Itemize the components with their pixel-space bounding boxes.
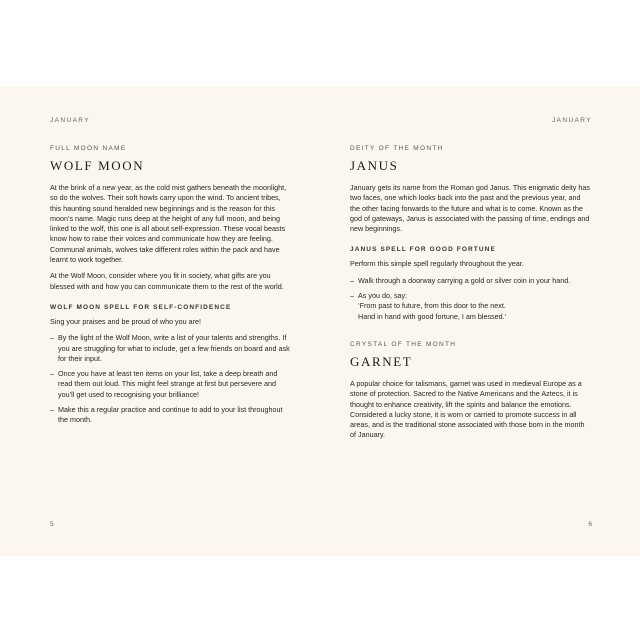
step-text: Once you have at least ten items on your list, take a deep breath and read them out loud. This might feel strange at first but persevere and you’ll get used to recognising your brilliance! [58,369,278,399]
list-item [350,276,592,286]
paragraph: At the Wolf Moon, consider where you fit in society, what gifts are you blessed with and how you can communicate them to the rest of the world. [50,271,284,291]
incantation-line: ‘From past to future, from this door to the next. [358,301,506,311]
step-text: By the light of the Wolf Moon, write a list of your talents and strengths. If you are struggling for what to include, get a few friends on board and ask for their input. [58,333,290,363]
left-page-content [50,145,293,431]
step-text: Walk through a doorway carrying a gold or silver coin in your hand. [358,275,571,285]
paragraph: A popular choice for talismans, garnet was used in medieval Europe as a stone of protection. Sacred to the Native Americans and the Aztecs, it is thought to enhance creativity, lift the spirits and balance the emotions. Considered a lucky stone, it is worn or carried to promote success in all areas, and is the traditional stone associated with those born in the month of January. [350,378,585,440]
section-kicker: DEITY OF THE MONTH [350,145,444,152]
bullet-glyph: – [50,333,54,343]
right-page [320,86,640,556]
step-text: Make this a regular practice and continue to add to your list throughout the month. [58,405,283,425]
page-number: 5 [50,521,54,528]
page-number: 6 [588,521,592,528]
crystal-title: GARNET [350,353,413,369]
incantation-line: Hand in hand with good fortune, I am blessed.’ [358,311,507,321]
book-spread [0,86,640,556]
section-kicker: CRYSTAL OF THE MONTH [350,340,457,348]
paragraph: January gets its name from the Roman god Janus. This enigmatic deity has two faces, one which looks back into the past and the previous year, and the other facing forwards to the future and what is to come. Known as the god of gateways, Janus is associated with the passing of time, endings and new beginnings. [350,183,590,234]
section-kicker: FULL MOON NAME [50,145,127,152]
bullet-glyph: – [350,291,354,301]
moon-title: WOLF MOON [50,158,145,173]
bullet-glyph: – [50,405,54,415]
running-head: JANUARY [551,117,592,124]
section-gap [350,327,592,341]
list-item [50,333,293,364]
list-item [50,369,293,400]
deity-title: JANUS [350,158,399,173]
bullet-glyph: – [50,369,54,379]
left-page [0,86,320,556]
step-text: As you do, say: [358,291,408,301]
spell-heading: WOLF MOON SPELL FOR SELF-CONFIDENCE [50,303,232,311]
spell-intro: Sing your praises and be proud of who you are! [50,316,202,326]
spell-intro: Perform this simple spell regularly throughout the year. [350,259,524,269]
bullet-glyph: – [350,275,354,285]
running-head: JANUARY [50,117,91,124]
spell-steps [50,333,293,425]
paragraph: At the brink of a new year, as the cold mist gathers beneath the moonlight, so do the wolves. Their soft howls carry upon the wind. To ancient tribes, this haunting sound heralded new beginnings and is the reason for this moon’s name. Magic runs deep at the height of any full moon, and being linked to the wolf, this one is all about self-expression. These vocal beasts know how to raise their voices and communicate how they are feeling. Communal animals, wolves take different roles within the pack and have learnt to work together. [50,183,287,265]
list-item [350,291,592,322]
spell-steps [350,276,592,322]
right-page-content [350,145,592,447]
spell-heading: JANUS SPELL FOR GOOD FORTUNE [350,246,496,254]
list-item [50,405,293,426]
